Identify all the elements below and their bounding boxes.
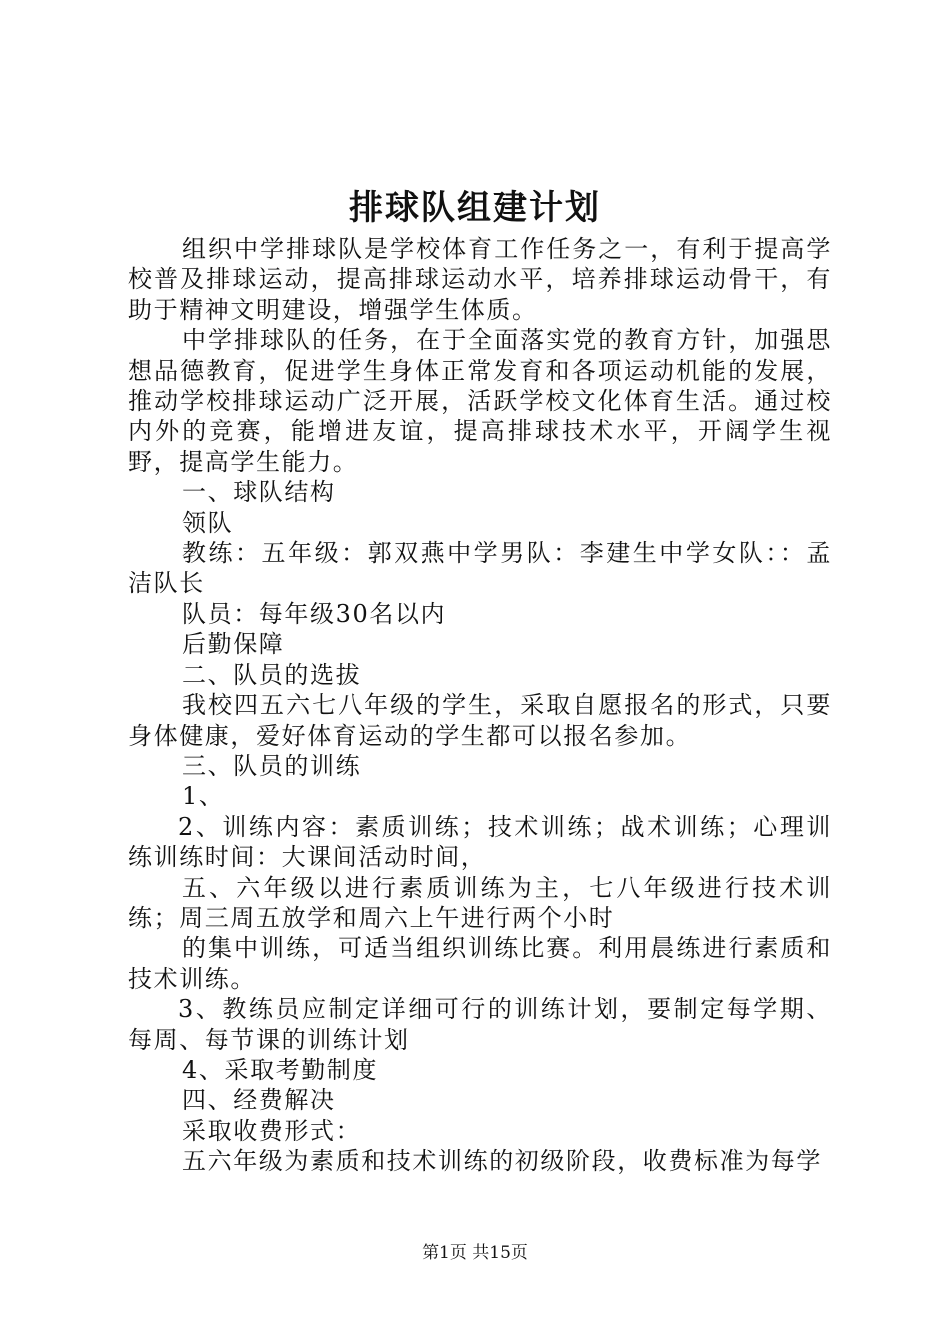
line-funding-method: 采取收费形式： [182, 1116, 362, 1145]
line-team-leader: 领队 [182, 508, 234, 537]
line-coaches: 教练：五年级：郭双燕中学男队：李建生中学女队：：孟洁队长 [128, 539, 832, 598]
paragraph-tasks: 中学排球队的任务，在于全面落实党的教育方针，加强思想品德教育，促进学生身体正常发育和各项运动机能的发展，推动学校排球运动广泛开展，活跃学校文化体育生活。通过校内外的竞赛，能增进友谊，提高排球技术水平，开阔学生视野，提高学生能力。 [128, 326, 832, 476]
paragraph-selection: 我校四五六七八年级的学生，采取自愿报名的形式，只要身体健康，爱好体育运动的学生都可以报名参加。 [128, 691, 832, 750]
heading-funding: 四、经费解决 [182, 1086, 336, 1115]
line-members: 队员：每年级30名以内 [182, 599, 447, 628]
line-logistics: 后勤保障 [182, 630, 285, 659]
paragraph-funding-fees: 五六年级为素质和技术训练的初级阶段，收费标准为每学 [182, 1147, 822, 1176]
heading-training: 三、队员的训练 [182, 751, 362, 780]
paragraph-intro: 组织中学排球队是学校体育工作任务之一，有利于提高学校普及排球运动，提高排球运动水平，培养排球运动骨干，有助于精神文明建设，增强学生体质。 [128, 235, 832, 324]
item-training-1: 1、 [182, 782, 225, 811]
heading-team-structure: 一、球队结构 [182, 478, 336, 507]
item-training-2: 2、训练内容：素质训练；技术训练；战术训练；心理训练训练时间：大课间活动时间， [128, 812, 832, 872]
document-body [128, 234, 832, 1177]
paragraph-training-grades: 五、六年级以进行素质训练为主，七八年级进行技术训练；周三周五放学和周六上午进行两个小时 [128, 873, 832, 932]
heading-selection: 二、队员的选拔 [182, 660, 362, 689]
paragraph-training-focused: 的集中训练，可适当组织训练比赛。利用晨练进行素质和技术训练。 [128, 934, 832, 993]
document-title: 排球队组建计划 [349, 188, 601, 228]
item-training-3: 3、教练员应制定详细可行的训练计划，要制定每学期、每周、每节课的训练计划 [128, 995, 832, 1054]
page-number-footer: 第1页 共15页 [422, 1243, 528, 1263]
item-training-4: 4、采取考勤制度 [182, 1055, 379, 1084]
